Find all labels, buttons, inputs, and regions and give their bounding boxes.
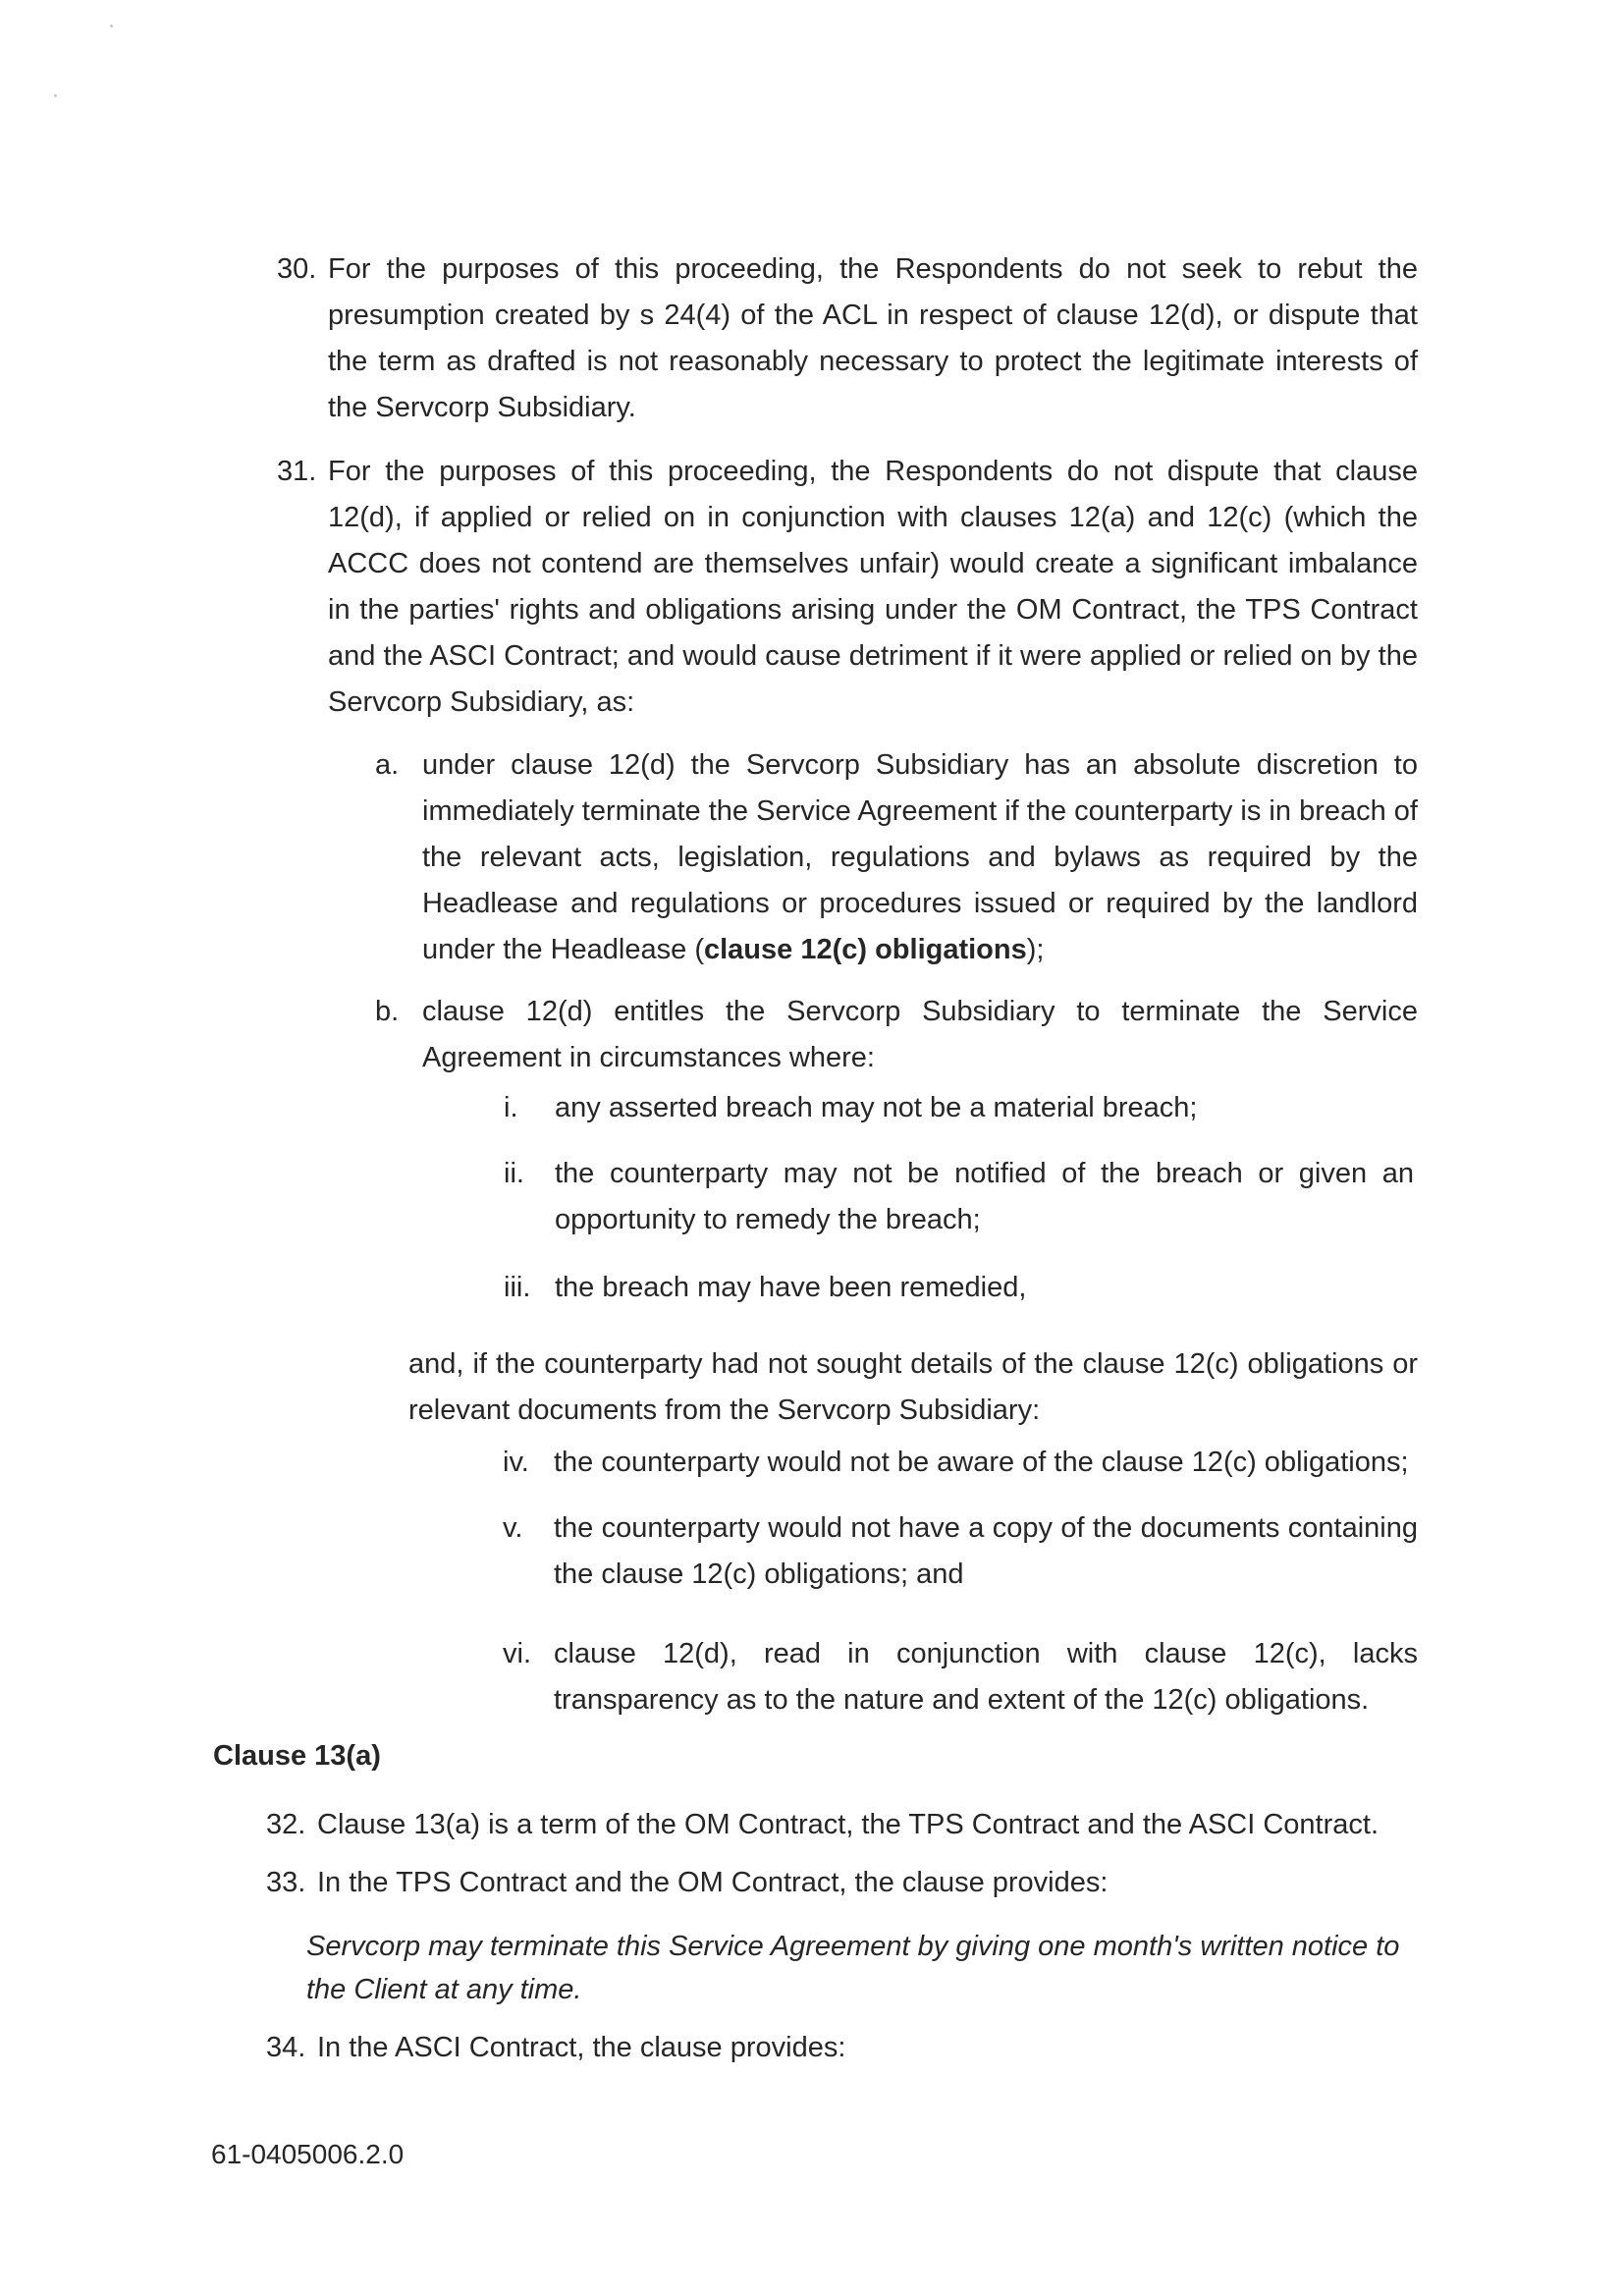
list-item-v [503,1505,1418,1598]
list-item-text: the counterparty would not have a copy of the documents containing the clause 12(c) obligations; and [554,1512,1418,1590]
subparagraph-label: b. [375,996,400,1027]
continuation-text: and, if the counterparty had not sought details of the clause 12(c) obligations or relevant documents from the Servcorp Subsidiary: [408,1348,1418,1426]
list-item-label: ii. [504,1158,524,1189]
list-item-text: clause 12(d), read in conjunction with clause 12(c), lacks transparency as to the nature and extent of the 12(c) obligations. [554,1638,1418,1716]
list-item-label: v. [503,1512,523,1544]
paragraph-number: 30. [277,253,317,285]
list-item-label: iii. [504,1272,531,1303]
quoted-clause: Servcorp may terminate this Service Agreement by giving one month's written notice to the Client at any time. [306,1931,1400,2005]
scan-speck [54,94,57,97]
paragraph-number: 34. [266,2032,306,2063]
paragraph-30 [277,246,1418,431]
defined-term: clause 12(c) obligations [703,934,1027,965]
list-item-iii [504,1265,1414,1311]
list-item-text: any asserted breach may not be a material breach; [555,1092,1198,1123]
list-item-vi [503,1631,1418,1723]
paragraph-text: In the ASCI Contract, the clause provides: [317,2032,846,2063]
subparagraph-text-part: ); [1026,934,1045,965]
subparagraph-text: clause 12(d) entitles the Servcorp Subsidiary to terminate the Service Agreement in circumstances where: [422,996,1418,1073]
paragraph-text: For the purposes of this proceeding, the Respondents do not seek to rebut the presumption created by s 24(4) of the ACL in respect of clause 12(d), or dispute that the term as drafted is not reasonably necessary to protect the legitimate interests of the Servcorp Subsidiary. [328,253,1418,423]
paragraph-34 [266,2025,1417,2071]
list-item-ii [504,1151,1414,1243]
list-item-label: iv. [503,1447,529,1478]
paragraph-text: In the TPS Contract and the OM Contract, the clause provides: [317,1867,1109,1898]
subparagraph-a [375,742,1418,973]
paragraph-32 [266,1802,1427,1848]
document-id-footer: 61-0405006.2.0 [211,2139,405,2169]
list-item-label: vi. [503,1638,531,1669]
paragraph-text: For the purposes of this proceeding, the Respondents do not dispute that clause 12(d), if applied or relied on in conjunction with clauses 12(a) and 12(c) (which the ACCC does not contend are themselves unfair) would create a significant imbalance in the parties' rights and obligations arising under the OM Contract, the TPS Contract and the ASCI Contract; and would cause detriment if it were applied or relied on by the Servcorp Subsidiary, as: [328,456,1418,718]
list-item-text: the counterparty would not be aware of the clause 12(c) obligations; [554,1447,1409,1478]
paragraph-31 [277,449,1418,726]
section-heading: Clause 13(a) [213,1740,381,1772]
list-item-i [504,1085,1414,1131]
scan-speck [110,25,113,27]
list-item-iv [503,1440,1418,1486]
paragraph-number: 33. [266,1867,306,1898]
subparagraph-text-part: under clause 12(d) the Servcorp Subsidiary has an absolute discretion to immediately terminate the Service Agreement if the counterparty is in breach of the relevant acts, legislation, regulations and bylaws as required by the Headlease and regulations or procedures issued or required by the landlord under the Headlease ( [422,749,1418,965]
paragraph-number: 31. [277,456,317,487]
subparagraph-label: a. [375,749,400,781]
subparagraph-text [422,742,1418,973]
paragraph-text: Clause 13(a) is a term of the OM Contract, the TPS Contract and the ASCI Contract. [317,1809,1380,1840]
list-item-text: the breach may have been remedied, [555,1272,1027,1303]
subparagraph-b [375,989,1418,1081]
list-item-text: the counterparty may not be notified of the breach or given an opportunity to remedy the breach; [555,1158,1414,1235]
list-item-label: i. [504,1092,518,1123]
paragraph-number: 32. [266,1809,306,1840]
paragraph-33 [266,1860,1417,1906]
